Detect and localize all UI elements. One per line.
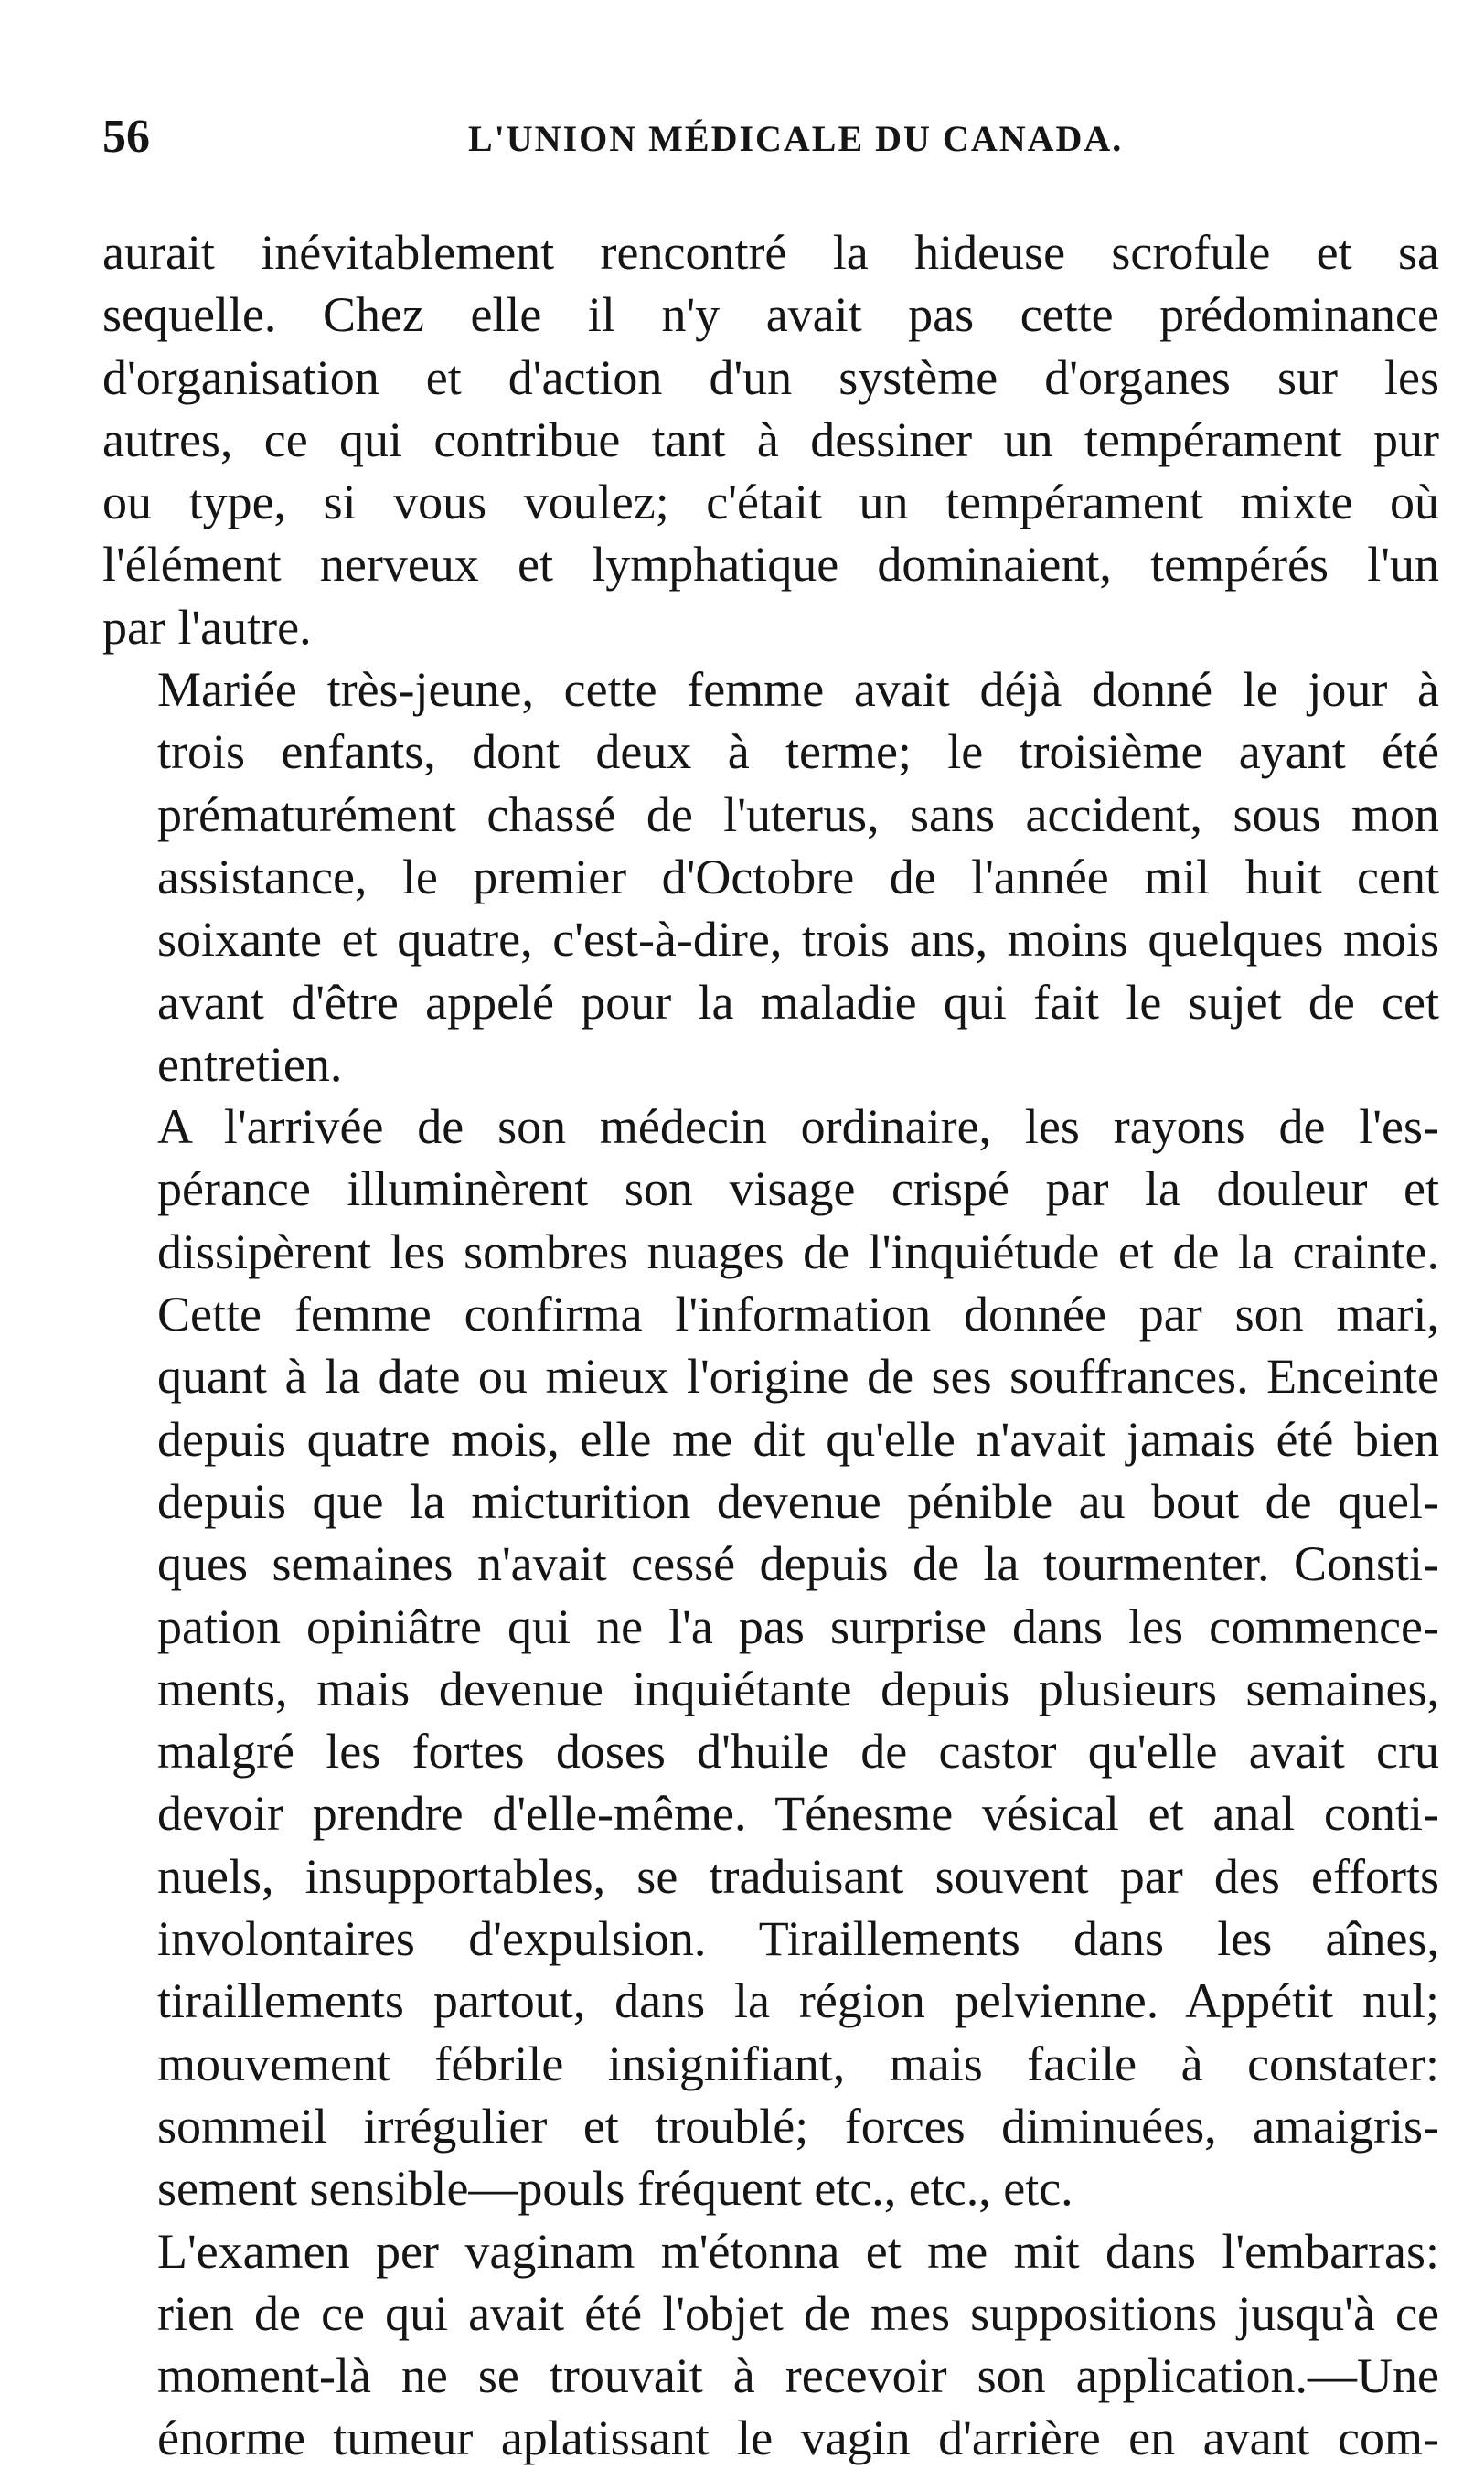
text-line: Cette femme confirma l'information donnée par son mari, <box>157 1287 1439 1342</box>
text-line: aurait inévitablement rencontré la hideuse scrofule et sa <box>102 225 1439 280</box>
paragraph-4 <box>102 2220 1439 2470</box>
text-line: rien de ce qui avait été l'objet de mes suppositions jusqu'à ce <box>157 2285 1439 2341</box>
text-line: depuis que la micturition devenue pénible au bout de quel- <box>157 1473 1439 1529</box>
text-line: entretien. <box>157 1036 343 1092</box>
text-line: sommeil irrégulier et troublé; forces diminuées, amaigris- <box>157 2098 1439 2154</box>
text-line: ou type, si vous voulez; c'était un tempérament mixte où <box>102 475 1439 530</box>
text-line: sement sensible—pouls fréquent etc., etc., etc. <box>157 2161 1073 2217</box>
text-line: autres, ce qui contribue tant à dessiner un tempérament pur <box>102 412 1439 467</box>
text-line: moment-là ne se trouvait à recevoir son application.—Une <box>157 2348 1439 2404</box>
text-line: nuels, insupportables, se traduisant souvent par des efforts <box>157 1848 1439 1904</box>
paragraph-3 <box>102 1096 1439 2219</box>
text-line: énorme tumeur aplatissant le vagin d'arrière en avant com- <box>157 2411 1439 2466</box>
text-line: trois enfants, dont deux à terme; le troisième ayant été <box>157 724 1439 780</box>
text-line: ments, mais devenue inquiétante depuis plusieurs semaines, <box>157 1661 1439 1716</box>
text-line: depuis quatre mois, elle me dit qu'elle n'avait jamais été bien <box>157 1411 1439 1467</box>
page-header <box>102 110 1439 165</box>
text-line: pérance illuminèrent son visage crispé par la douleur et <box>157 1161 1439 1217</box>
text-line: sequelle. Chez elle il n'y avait pas cette prédominance <box>102 287 1439 343</box>
text-line: quant à la date ou mieux l'origine de ses souffrances. Enceinte <box>157 1349 1439 1405</box>
text-line: assistance, le premier d'Octobre de l'année mil huit cent <box>157 849 1439 904</box>
text-line: prématurément chassé de l'uterus, sans accident, sous mon <box>157 786 1439 842</box>
text-line: d'organisation et d'action d'un système d'organes sur les <box>102 349 1439 405</box>
text-line: ques semaines n'avait cessé depuis de la tourmenter. Consti- <box>157 1536 1439 1592</box>
text-line: devoir prendre d'elle-même. Ténesme vésical et anal conti- <box>157 1786 1439 1842</box>
paragraph-2 <box>102 658 1439 1096</box>
text-line: soixante et quatre, c'est-à-dire, trois ans, moins quelques mois <box>157 912 1439 967</box>
text-line: mouvement fébrile insignifiant, mais facile à constater: <box>157 2036 1439 2091</box>
text-line: A l'arrivée de son médecin ordinaire, les rayons de l'es- <box>157 1099 1439 1155</box>
text-line: tiraillements partout, dans la région pelvienne. Appétit nul; <box>157 1973 1439 2029</box>
text-line: avant d'être appelé pour la maladie qui fait le sujet de cet <box>157 974 1439 1030</box>
text-line: pation opiniâtre qui ne l'a pas surprise dans les commence- <box>157 1598 1439 1654</box>
text-line: dissipèrent les sombres nuages de l'inquiétude et de la crainte. <box>157 1224 1439 1279</box>
text-line: L'examen per vaginam m'étonna et me mit dans l'embarras: <box>157 2223 1439 2279</box>
running-title: L'UNION MÉDICALE DU CANADA. <box>468 118 1124 159</box>
page-number: 56 <box>102 111 150 163</box>
text-line: l'élément nerveux et lymphatique dominaient, tempérés l'un <box>102 537 1439 593</box>
text-line: malgré les fortes doses d'huile de castor qu'elle avait cru <box>157 1724 1439 1780</box>
text-line: involontaires d'expulsion. Tiraillements dans les aînes, <box>157 1911 1439 1967</box>
document-page <box>102 110 1439 2470</box>
paragraph-1 <box>102 221 1439 658</box>
text-line: par l'autre. <box>102 599 312 655</box>
text-line: Mariée très-jeune, cette femme avait déjà donné le jour à <box>157 662 1439 718</box>
